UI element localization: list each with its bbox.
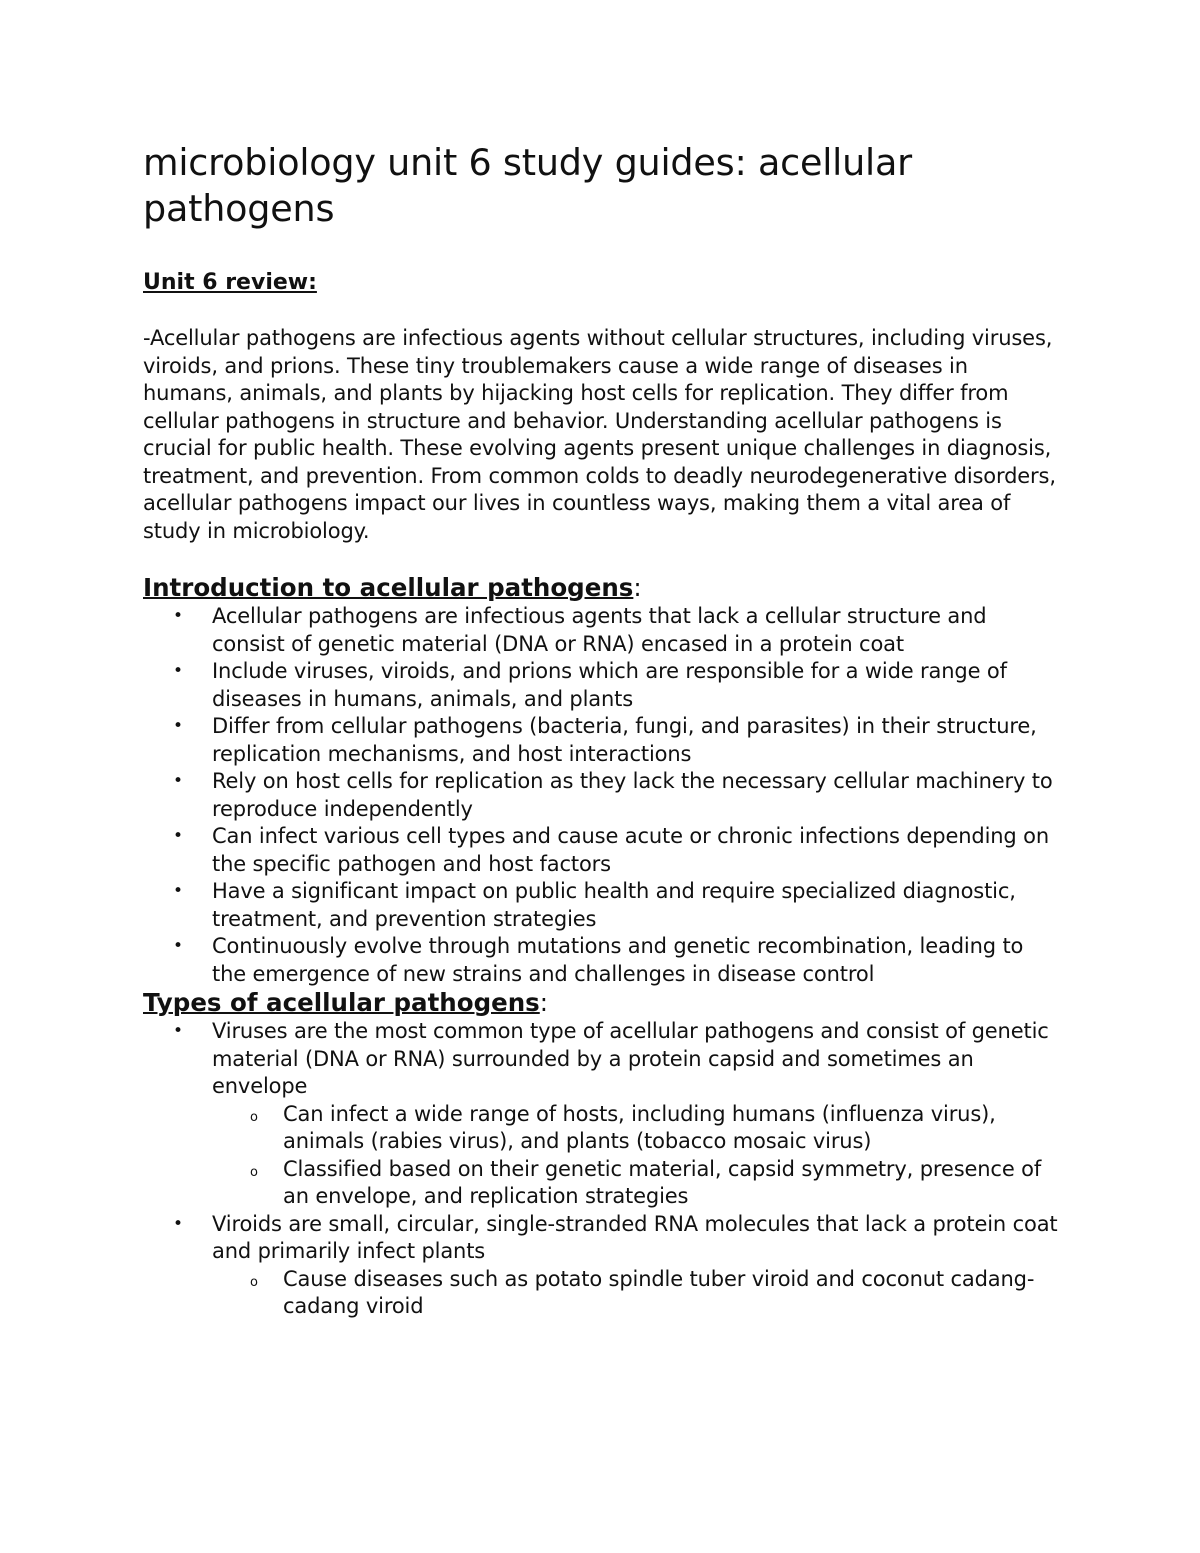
intro-list-item — [143, 658, 1063, 713]
document-page — [143, 140, 1063, 1321]
intro-item-text: Can infect various cell types and cause acute or chronic infections depending on the specific pathogen and host factors — [212, 824, 1049, 876]
sub-item-text: Cause diseases such as potato spindle tuber viroid and coconut cadang-cadang viroid — [283, 1266, 1035, 1318]
types-bullet-list — [143, 1018, 1063, 1321]
intro-item-text: Have a significant impact on public health and require specialized diagnostic, treatment, and prevention strategies — [212, 879, 1016, 931]
intro-item-text: Rely on host cells for replication as they lack the necessary cellular machinery to reproduce independently — [212, 769, 1053, 821]
intro-item-text: Acellular pathogens are infectious agents that lack a cellular structure and consist of genetic material (DNA or RNA) encased in a protein coat — [212, 604, 987, 656]
sub-list-item — [212, 1266, 1063, 1321]
intro-bullet-list — [143, 603, 1063, 988]
intro-item-text: Differ from cellular pathogens (bacteria, fungi, and parasites) in their structure, replication mechanisms, and host interactions — [212, 714, 1037, 766]
intro-list-item — [143, 933, 1063, 988]
unit-review-paragraph: -Acellular pathogens are infectious agents without cellular structures, including viruses, viroids, and prions. These tiny troublemakers cause a wide range of diseases in humans, animals, and plants by hijacking host cells for replication. They differ from cellular pathogens in structure and behavior. Understanding acellular pathogens is crucial for public health. These evolving agents present unique challenges in diagnosis, treatment, and prevention. From common colds to deadly neurodegenerative disorders, acellular pathogens impact our lives in countless ways, making them a vital area of study in microbiology. — [143, 326, 1056, 543]
intro-section-heading — [143, 573, 1063, 603]
bullet-icon: • — [173, 936, 183, 956]
sub-item-text: Classified based on their genetic material, capsid symmetry, presence of an envelope, and replication strategies — [283, 1156, 1042, 1208]
types-heading-colon: : — [539, 988, 549, 1017]
intro-list-item — [143, 713, 1063, 768]
intro-list-item — [143, 823, 1063, 878]
intro-heading-text: Introduction to acellular pathogens — [143, 573, 634, 602]
sub-list-item — [212, 1101, 1063, 1156]
bullet-icon: • — [173, 881, 183, 901]
types-list-item-viroids — [143, 1211, 1063, 1321]
circle-bullet-icon: o — [250, 1109, 258, 1125]
sub-item-text: Can infect a wide range of hosts, including humans (influenza virus), animals (rabies virus), and plants (tobacco mosaic virus) — [283, 1101, 996, 1153]
types-item-text: Viruses are the most common type of acellular pathogens and consist of genetic material (DNA or RNA) surrounded by a protein capsid and sometimes an envelope — [212, 1019, 1049, 1098]
circle-bullet-icon: o — [250, 1274, 258, 1290]
bullet-icon: • — [173, 771, 183, 791]
intro-item-text: Continuously evolve through mutations and genetic recombination, leading to the emergence of new strains and challenges in disease control — [212, 934, 1024, 986]
intro-heading-colon: : — [633, 573, 642, 602]
bullet-icon: • — [173, 661, 183, 681]
bullet-icon: • — [173, 1021, 183, 1041]
intro-list-item — [143, 603, 1063, 658]
types-item-text: Viroids are small, circular, single-stranded RNA molecules that lack a protein coat and primarily infect plants — [212, 1211, 1058, 1263]
unit-review-heading: Unit 6 review: — [143, 270, 317, 295]
types-list-item-viruses — [143, 1018, 1063, 1211]
types-section-heading — [143, 988, 1063, 1018]
viruses-sub-list — [212, 1101, 1063, 1211]
document-title: microbiology unit 6 study guides: acellular pathogens — [143, 141, 912, 230]
sub-list-item — [212, 1156, 1063, 1211]
bullet-icon: • — [173, 826, 183, 846]
viroids-sub-list — [212, 1266, 1063, 1321]
intro-item-text: Include viruses, viroids, and prions which are responsible for a wide range of diseases in humans, animals, and plants — [212, 659, 1007, 711]
intro-list-item — [143, 768, 1063, 823]
intro-list-item — [143, 878, 1063, 933]
bullet-icon: • — [173, 606, 183, 626]
bullet-icon: • — [173, 716, 183, 736]
circle-bullet-icon: o — [250, 1164, 258, 1180]
types-heading-text: Types of acellular pathogens — [143, 988, 540, 1017]
bullet-icon: • — [173, 1213, 183, 1234]
